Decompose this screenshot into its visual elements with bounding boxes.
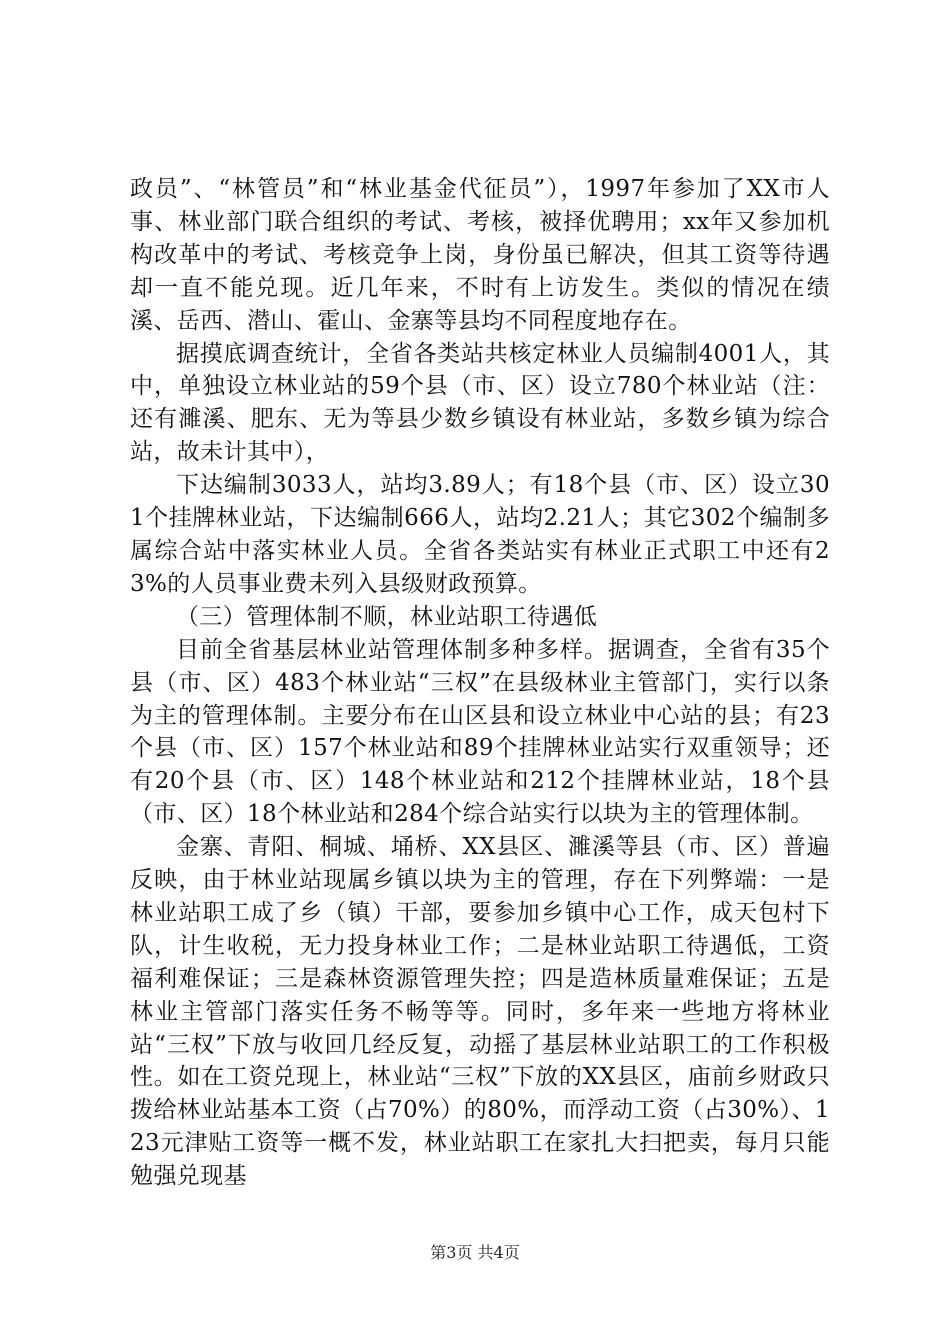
paragraph-staffing-quota: 下达编制3033人，站均3.89人；有18个县（市、区）设立301个挂牌林业站，下达编制666人，站均2.21人；其它302个编制多属综合站中落实林业人员。全省各类站实有林业正式职工中还有23%的人员事业费未列入县级财政预算。 <box>130 472 830 597</box>
section-heading: （三）管理体制不顺，林业站职工待遇低 <box>176 603 598 630</box>
paragraph-management-system: 目前全省基层林业站管理体制多种多样。据调查，全省有35个县（市、区）483个林业站“三权”在县级林业主管部门，实行以条为主的管理体制。主要分布在山区县和设立林业中心站的县；有23个县（市、区）157个林业站和89个挂牌林业站实行双重领导；还有20个县（市、区）148个林业站和212个挂牌林业站，18个县（市、区）18个林业站和284个综合站实行以块为主的管理体制。 <box>130 636 830 828</box>
paragraph-continuation: 政员”、“林管员”和“林业基金代征员”），1997年参加了XX市人事、林业部门联合组织的考试、考核，被择优聘用；xx年又参加机构改革中的考试、考核竞争上岗，身份虽已解决，但其工资等待遇却一直不能兑现。近几年来，不时有上访发生。类似的情况在绩溪、岳西、潜山、霍山、金寨等县均不同程度地存在。 <box>130 176 830 334</box>
paragraph-survey-statistics: 据摸底调查统计，全省各类站共核定林业人员编制4001人，其中，单独设立林业站的59个县（市、区）设立780个林业站（注：还有濉溪、肥东、无为等县少数乡镇设有林业站，多数乡镇为综合站，故未计其中）， <box>130 340 830 466</box>
paragraph-drawbacks: 金寨、青阳、桐城、埇桥、XX县区、濉溪等县（市、区）普遍反映，由于林业站现属乡镇以块为主的管理，存在下列弊端：一是林业站职工成了乡（镇）干部，要参加乡镇中心工作，成天包村下队，计生收税，无力投身林业工作；二是林业站职工待遇低，工资福利难保证；三是森林资源管理失控；四是造林质量难保证；五是林业主管部门落实任务不畅等等。同时，多年来一些地方将林业站“三权”下放与收回几经反复，动摇了基层林业站职工的工作积极性。如在工资兑现上，林业站“三权”下放的XX县区，庙前乡财政只拨给林业站基本工资（占70%）的80%，而浮动工资（占30%）、123元津贴工资等一概不发，林业站职工在家扎大扫把卖，每月只能勉强兑现基 <box>130 834 830 1190</box>
document-body <box>130 173 830 1193</box>
page-footer: 第3页 共4页 <box>430 1243 520 1262</box>
